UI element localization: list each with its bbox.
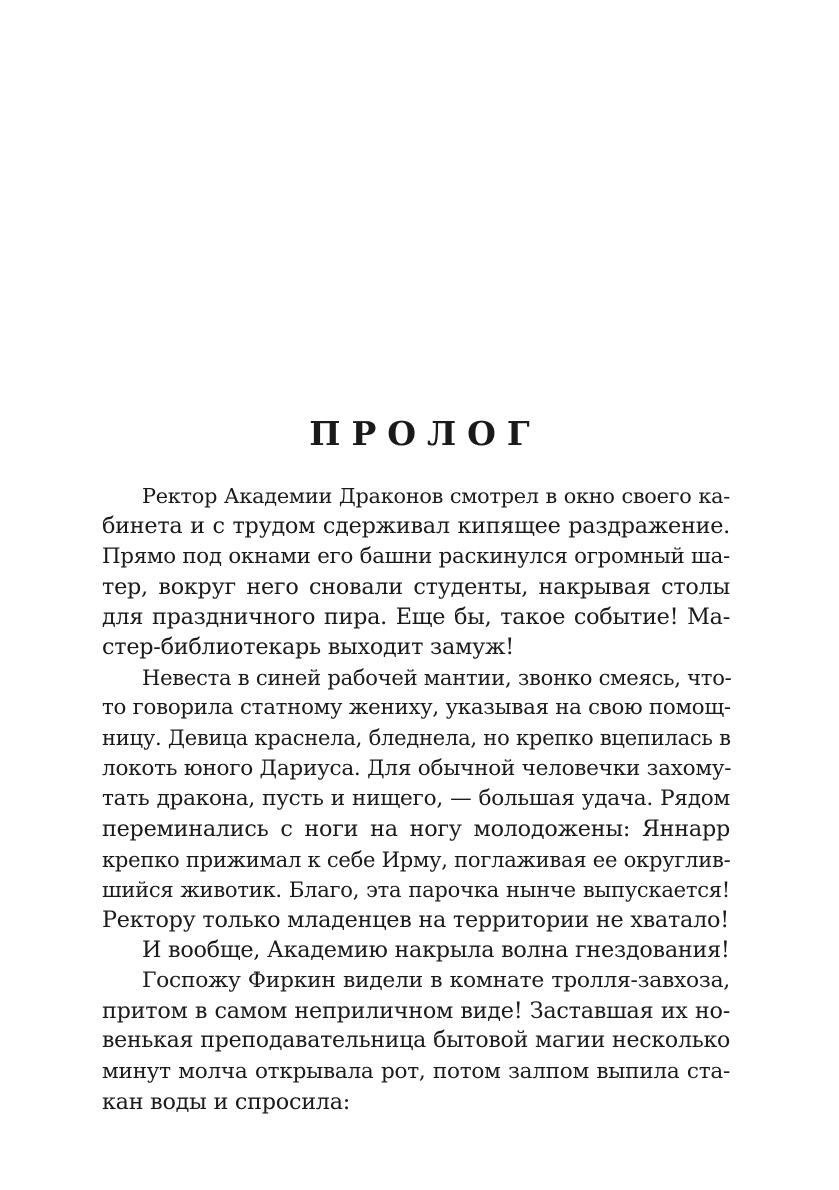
text-line: бинета и с трудом сдерживал кипящее раздражение.: [102, 513, 730, 540]
text-line: стер-библиотекарь выходит замуж!: [102, 634, 514, 661]
text-line: ницу. Девица краснела, бледнела, но крепко вцепилась в: [102, 725, 731, 751]
text-line: для праздничного пира. Еще бы, такое событие! Ма-: [102, 604, 730, 631]
text-line: Невеста в синей рабочей мантии, звонко смеясь, что-: [142, 664, 732, 690]
paragraph: [102, 481, 730, 663]
paragraph: [102, 935, 730, 965]
paragraph: [102, 966, 730, 1117]
text-line: то говорила статному жениху, указывая на свою помощ-: [102, 695, 731, 721]
text-line: Госпожу Фиркин видели в комнате тролля-завхоза,: [142, 967, 730, 993]
text-line: тер, вокруг него сновали студенты, накрывая столы: [102, 573, 730, 600]
text-line: И вообще, Академию накрыла волна гнездования!: [142, 937, 730, 964]
chapter-title: ПРОЛОГ: [309, 414, 541, 453]
text-line: кан воды и спросила:: [102, 1088, 351, 1115]
text-line: Ректору только младенцев на территории не хватало!: [102, 907, 729, 934]
text-line: тать дракона, пусть и нищего, — большая удача. Рядом: [102, 785, 730, 811]
body-text: [102, 481, 730, 1117]
text-line: притом в самом неприличном виде! Заставшая их но-: [102, 998, 730, 1025]
text-line: венькая преподавательница бытовой магии несколько: [102, 1028, 730, 1054]
text-line: шийся животик. Благо, эта парочка нынче выпускается!: [102, 876, 730, 902]
text-line: Ректор Академии Драконов смотрел в окно своего ка-: [142, 484, 730, 508]
text-line: локоть юного Дариуса. Для обычной человечки захому-: [102, 755, 732, 781]
paragraph: [102, 663, 730, 936]
text-line: переминались с ноги на ногу молодожены: Яннарр: [102, 816, 730, 843]
text-line: Прямо под окнами его башни раскинулся огромный ша-: [102, 543, 730, 569]
text-line: минут молча открывала рот, потом залпом выпила ста-: [102, 1058, 730, 1084]
text-line: крепко прижимал к себе Ирму, поглаживая ее округлив-: [102, 846, 731, 872]
